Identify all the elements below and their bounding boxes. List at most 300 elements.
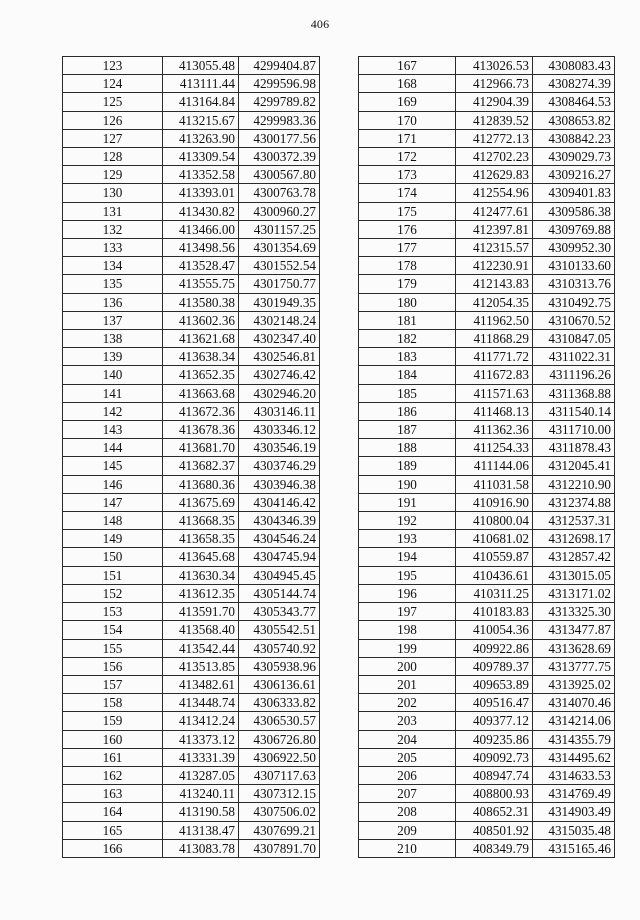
point-number-cell: 192 bbox=[359, 512, 456, 530]
table-row bbox=[63, 803, 320, 821]
table-row bbox=[359, 639, 615, 657]
point-number-cell: 125 bbox=[63, 93, 163, 111]
x-coordinate-cell: 413678.36 bbox=[163, 421, 239, 439]
table-row bbox=[359, 184, 615, 202]
table-row bbox=[63, 293, 320, 311]
y-coordinate-cell: 4314633.53 bbox=[533, 766, 615, 784]
x-coordinate-cell: 413672.36 bbox=[163, 402, 239, 420]
y-coordinate-cell: 4300372.39 bbox=[239, 148, 320, 166]
y-coordinate-cell: 4308842.23 bbox=[533, 129, 615, 147]
y-coordinate-cell: 4311022.31 bbox=[533, 348, 615, 366]
point-number-cell: 200 bbox=[359, 657, 456, 675]
x-coordinate-cell: 409653.89 bbox=[456, 675, 533, 693]
y-coordinate-cell: 4311710.00 bbox=[533, 421, 615, 439]
x-coordinate-cell: 408800.93 bbox=[456, 785, 533, 803]
point-number-cell: 202 bbox=[359, 694, 456, 712]
table-row bbox=[359, 475, 615, 493]
point-number-cell: 201 bbox=[359, 675, 456, 693]
y-coordinate-cell: 4303546.19 bbox=[239, 439, 320, 457]
y-coordinate-cell: 4304745.94 bbox=[239, 548, 320, 566]
table-row bbox=[359, 694, 615, 712]
x-coordinate-cell: 409377.12 bbox=[456, 712, 533, 730]
point-number-cell: 130 bbox=[63, 184, 163, 202]
x-coordinate-cell: 409922.86 bbox=[456, 639, 533, 657]
x-coordinate-cell: 413430.82 bbox=[163, 202, 239, 220]
x-coordinate-cell: 413287.05 bbox=[163, 766, 239, 784]
y-coordinate-cell: 4310492.75 bbox=[533, 293, 615, 311]
table-row bbox=[63, 184, 320, 202]
x-coordinate-cell: 413111.44 bbox=[163, 75, 239, 93]
table-row bbox=[63, 548, 320, 566]
point-number-cell: 198 bbox=[359, 621, 456, 639]
point-number-cell: 205 bbox=[359, 748, 456, 766]
y-coordinate-cell: 4305144.74 bbox=[239, 584, 320, 602]
x-coordinate-cell: 410916.90 bbox=[456, 493, 533, 511]
y-coordinate-cell: 4306530.57 bbox=[239, 712, 320, 730]
table-row bbox=[63, 111, 320, 129]
point-number-cell: 166 bbox=[63, 839, 163, 857]
coordinates-table-right-body bbox=[359, 57, 615, 858]
y-coordinate-cell: 4309029.73 bbox=[533, 148, 615, 166]
y-coordinate-cell: 4303946.38 bbox=[239, 475, 320, 493]
point-number-cell: 124 bbox=[63, 75, 163, 93]
x-coordinate-cell: 408349.79 bbox=[456, 839, 533, 857]
table-row bbox=[359, 111, 615, 129]
table-row bbox=[63, 821, 320, 839]
table-row bbox=[359, 603, 615, 621]
point-number-cell: 168 bbox=[359, 75, 456, 93]
point-number-cell: 207 bbox=[359, 785, 456, 803]
table-row bbox=[63, 348, 320, 366]
y-coordinate-cell: 4303146.11 bbox=[239, 402, 320, 420]
y-coordinate-cell: 4313925.02 bbox=[533, 675, 615, 693]
table-row bbox=[359, 530, 615, 548]
x-coordinate-cell: 413393.01 bbox=[163, 184, 239, 202]
point-number-cell: 160 bbox=[63, 730, 163, 748]
table-row bbox=[63, 566, 320, 584]
point-number-cell: 196 bbox=[359, 584, 456, 602]
x-coordinate-cell: 411672.83 bbox=[456, 366, 533, 384]
x-coordinate-cell: 413373.12 bbox=[163, 730, 239, 748]
x-coordinate-cell: 413591.70 bbox=[163, 603, 239, 621]
y-coordinate-cell: 4300177.56 bbox=[239, 129, 320, 147]
point-number-cell: 157 bbox=[63, 675, 163, 693]
y-coordinate-cell: 4313628.69 bbox=[533, 639, 615, 657]
point-number-cell: 153 bbox=[63, 603, 163, 621]
y-coordinate-cell: 4315035.48 bbox=[533, 821, 615, 839]
table-row bbox=[63, 366, 320, 384]
x-coordinate-cell: 410559.87 bbox=[456, 548, 533, 566]
point-number-cell: 186 bbox=[359, 402, 456, 420]
y-coordinate-cell: 4299789.82 bbox=[239, 93, 320, 111]
y-coordinate-cell: 4307506.02 bbox=[239, 803, 320, 821]
point-number-cell: 151 bbox=[63, 566, 163, 584]
x-coordinate-cell: 411362.36 bbox=[456, 421, 533, 439]
x-coordinate-cell: 411031.58 bbox=[456, 475, 533, 493]
table-row bbox=[63, 603, 320, 621]
x-coordinate-cell: 413240.11 bbox=[163, 785, 239, 803]
table-row bbox=[63, 439, 320, 457]
x-coordinate-cell: 413580.38 bbox=[163, 293, 239, 311]
point-number-cell: 177 bbox=[359, 239, 456, 257]
y-coordinate-cell: 4312537.31 bbox=[533, 512, 615, 530]
y-coordinate-cell: 4310847.05 bbox=[533, 330, 615, 348]
table-row bbox=[63, 694, 320, 712]
x-coordinate-cell: 413652.35 bbox=[163, 366, 239, 384]
y-coordinate-cell: 4309401.83 bbox=[533, 184, 615, 202]
point-number-cell: 133 bbox=[63, 239, 163, 257]
coordinates-table-left-body bbox=[63, 57, 320, 858]
x-coordinate-cell: 413568.40 bbox=[163, 621, 239, 639]
table-row bbox=[359, 330, 615, 348]
point-number-cell: 163 bbox=[63, 785, 163, 803]
y-coordinate-cell: 4304546.24 bbox=[239, 530, 320, 548]
y-coordinate-cell: 4312210.90 bbox=[533, 475, 615, 493]
table-row bbox=[63, 384, 320, 402]
y-coordinate-cell: 4301157.25 bbox=[239, 220, 320, 238]
x-coordinate-cell: 412054.35 bbox=[456, 293, 533, 311]
y-coordinate-cell: 4314769.49 bbox=[533, 785, 615, 803]
y-coordinate-cell: 4312374.88 bbox=[533, 493, 615, 511]
point-number-cell: 185 bbox=[359, 384, 456, 402]
x-coordinate-cell: 410054.36 bbox=[456, 621, 533, 639]
point-number-cell: 144 bbox=[63, 439, 163, 457]
table-row bbox=[359, 402, 615, 420]
x-coordinate-cell: 411571.63 bbox=[456, 384, 533, 402]
point-number-cell: 162 bbox=[63, 766, 163, 784]
x-coordinate-cell: 412904.39 bbox=[456, 93, 533, 111]
point-number-cell: 172 bbox=[359, 148, 456, 166]
point-number-cell: 136 bbox=[63, 293, 163, 311]
y-coordinate-cell: 4309586.38 bbox=[533, 202, 615, 220]
point-number-cell: 134 bbox=[63, 257, 163, 275]
table-row bbox=[359, 566, 615, 584]
x-coordinate-cell: 409235.86 bbox=[456, 730, 533, 748]
x-coordinate-cell: 413663.68 bbox=[163, 384, 239, 402]
table-row bbox=[359, 75, 615, 93]
y-coordinate-cell: 4301750.77 bbox=[239, 275, 320, 293]
x-coordinate-cell: 411868.29 bbox=[456, 330, 533, 348]
x-coordinate-cell: 413542.44 bbox=[163, 639, 239, 657]
y-coordinate-cell: 4303346.12 bbox=[239, 421, 320, 439]
y-coordinate-cell: 4302946.20 bbox=[239, 384, 320, 402]
x-coordinate-cell: 413680.36 bbox=[163, 475, 239, 493]
y-coordinate-cell: 4311540.14 bbox=[533, 402, 615, 420]
point-number-cell: 126 bbox=[63, 111, 163, 129]
table-row bbox=[63, 57, 320, 75]
point-number-cell: 141 bbox=[63, 384, 163, 402]
point-number-cell: 148 bbox=[63, 512, 163, 530]
table-row bbox=[63, 421, 320, 439]
table-row bbox=[63, 748, 320, 766]
point-number-cell: 210 bbox=[359, 839, 456, 857]
point-number-cell: 132 bbox=[63, 220, 163, 238]
y-coordinate-cell: 4314903.49 bbox=[533, 803, 615, 821]
point-number-cell: 193 bbox=[359, 530, 456, 548]
point-number-cell: 142 bbox=[63, 402, 163, 420]
table-row bbox=[359, 712, 615, 730]
y-coordinate-cell: 4313777.75 bbox=[533, 657, 615, 675]
x-coordinate-cell: 410681.02 bbox=[456, 530, 533, 548]
x-coordinate-cell: 409092.73 bbox=[456, 748, 533, 766]
y-coordinate-cell: 4310670.52 bbox=[533, 311, 615, 329]
x-coordinate-cell: 413190.58 bbox=[163, 803, 239, 821]
y-coordinate-cell: 4314070.46 bbox=[533, 694, 615, 712]
table-row bbox=[359, 220, 615, 238]
table-row bbox=[359, 839, 615, 857]
y-coordinate-cell: 4315165.46 bbox=[533, 839, 615, 857]
point-number-cell: 164 bbox=[63, 803, 163, 821]
y-coordinate-cell: 4302148.24 bbox=[239, 311, 320, 329]
table-row bbox=[63, 202, 320, 220]
table-row bbox=[359, 730, 615, 748]
x-coordinate-cell: 413621.68 bbox=[163, 330, 239, 348]
x-coordinate-cell: 413498.56 bbox=[163, 239, 239, 257]
x-coordinate-cell: 413602.36 bbox=[163, 311, 239, 329]
y-coordinate-cell: 4313015.05 bbox=[533, 566, 615, 584]
table-row bbox=[63, 639, 320, 657]
x-coordinate-cell: 413331.39 bbox=[163, 748, 239, 766]
x-coordinate-cell: 413026.53 bbox=[456, 57, 533, 75]
x-coordinate-cell: 412966.73 bbox=[456, 75, 533, 93]
page-number: 406 bbox=[310, 17, 330, 31]
point-number-cell: 208 bbox=[359, 803, 456, 821]
x-coordinate-cell: 413083.78 bbox=[163, 839, 239, 857]
point-number-cell: 145 bbox=[63, 457, 163, 475]
table-row bbox=[359, 657, 615, 675]
point-number-cell: 167 bbox=[359, 57, 456, 75]
point-number-cell: 184 bbox=[359, 366, 456, 384]
point-number-cell: 174 bbox=[359, 184, 456, 202]
x-coordinate-cell: 412772.13 bbox=[456, 129, 533, 147]
y-coordinate-cell: 4311196.26 bbox=[533, 366, 615, 384]
x-coordinate-cell: 412143.83 bbox=[456, 275, 533, 293]
x-coordinate-cell: 411468.13 bbox=[456, 402, 533, 420]
y-coordinate-cell: 4309216.27 bbox=[533, 166, 615, 184]
y-coordinate-cell: 4301949.35 bbox=[239, 293, 320, 311]
table-row bbox=[63, 330, 320, 348]
y-coordinate-cell: 4305740.92 bbox=[239, 639, 320, 657]
point-number-cell: 188 bbox=[359, 439, 456, 457]
y-coordinate-cell: 4299983.36 bbox=[239, 111, 320, 129]
x-coordinate-cell: 413215.67 bbox=[163, 111, 239, 129]
y-coordinate-cell: 4307117.63 bbox=[239, 766, 320, 784]
y-coordinate-cell: 4300763.78 bbox=[239, 184, 320, 202]
y-coordinate-cell: 4301354.69 bbox=[239, 239, 320, 257]
table-row bbox=[359, 675, 615, 693]
y-coordinate-cell: 4312698.17 bbox=[533, 530, 615, 548]
point-number-cell: 190 bbox=[359, 475, 456, 493]
y-coordinate-cell: 4309769.88 bbox=[533, 220, 615, 238]
point-number-cell: 137 bbox=[63, 311, 163, 329]
point-number-cell: 159 bbox=[63, 712, 163, 730]
y-coordinate-cell: 4308653.82 bbox=[533, 111, 615, 129]
point-number-cell: 143 bbox=[63, 421, 163, 439]
x-coordinate-cell: 413645.68 bbox=[163, 548, 239, 566]
table-row bbox=[63, 530, 320, 548]
x-coordinate-cell: 411771.72 bbox=[456, 348, 533, 366]
point-number-cell: 206 bbox=[359, 766, 456, 784]
y-coordinate-cell: 4299596.98 bbox=[239, 75, 320, 93]
point-number-cell: 187 bbox=[359, 421, 456, 439]
table-row bbox=[63, 730, 320, 748]
table-row bbox=[359, 548, 615, 566]
table-row bbox=[63, 766, 320, 784]
x-coordinate-cell: 413528.47 bbox=[163, 257, 239, 275]
point-number-cell: 150 bbox=[63, 548, 163, 566]
x-coordinate-cell: 413682.37 bbox=[163, 457, 239, 475]
table-row bbox=[359, 93, 615, 111]
point-number-cell: 146 bbox=[63, 475, 163, 493]
table-row bbox=[63, 621, 320, 639]
x-coordinate-cell: 412230.91 bbox=[456, 257, 533, 275]
table-row bbox=[359, 293, 615, 311]
point-number-cell: 131 bbox=[63, 202, 163, 220]
y-coordinate-cell: 4314214.06 bbox=[533, 712, 615, 730]
x-coordinate-cell: 413555.75 bbox=[163, 275, 239, 293]
point-number-cell: 179 bbox=[359, 275, 456, 293]
table-row bbox=[63, 402, 320, 420]
point-number-cell: 175 bbox=[359, 202, 456, 220]
x-coordinate-cell: 413412.24 bbox=[163, 712, 239, 730]
x-coordinate-cell: 410183.83 bbox=[456, 603, 533, 621]
x-coordinate-cell: 412629.83 bbox=[456, 166, 533, 184]
table-row bbox=[359, 512, 615, 530]
table-row bbox=[63, 512, 320, 530]
x-coordinate-cell: 413675.69 bbox=[163, 493, 239, 511]
table-row bbox=[63, 75, 320, 93]
y-coordinate-cell: 4314495.62 bbox=[533, 748, 615, 766]
table-row bbox=[359, 311, 615, 329]
x-coordinate-cell: 413658.35 bbox=[163, 530, 239, 548]
table-row bbox=[359, 803, 615, 821]
table-row bbox=[359, 148, 615, 166]
point-number-cell: 156 bbox=[63, 657, 163, 675]
y-coordinate-cell: 4306333.82 bbox=[239, 694, 320, 712]
y-coordinate-cell: 4304945.45 bbox=[239, 566, 320, 584]
y-coordinate-cell: 4312045.41 bbox=[533, 457, 615, 475]
table-row bbox=[63, 239, 320, 257]
point-number-cell: 195 bbox=[359, 566, 456, 584]
x-coordinate-cell: 412702.23 bbox=[456, 148, 533, 166]
y-coordinate-cell: 4306136.61 bbox=[239, 675, 320, 693]
table-row bbox=[63, 839, 320, 857]
y-coordinate-cell: 4311368.88 bbox=[533, 384, 615, 402]
x-coordinate-cell: 413681.70 bbox=[163, 439, 239, 457]
x-coordinate-cell: 411962.50 bbox=[456, 311, 533, 329]
point-number-cell: 199 bbox=[359, 639, 456, 657]
y-coordinate-cell: 4304146.42 bbox=[239, 493, 320, 511]
y-coordinate-cell: 4311878.43 bbox=[533, 439, 615, 457]
x-coordinate-cell: 412397.81 bbox=[456, 220, 533, 238]
table-row bbox=[359, 439, 615, 457]
table-row bbox=[359, 166, 615, 184]
y-coordinate-cell: 4308274.39 bbox=[533, 75, 615, 93]
table-row bbox=[359, 384, 615, 402]
y-coordinate-cell: 4301552.54 bbox=[239, 257, 320, 275]
table-row bbox=[359, 821, 615, 839]
table-row bbox=[359, 457, 615, 475]
table-row bbox=[359, 421, 615, 439]
x-coordinate-cell: 408652.31 bbox=[456, 803, 533, 821]
table-row bbox=[63, 712, 320, 730]
y-coordinate-cell: 4303746.29 bbox=[239, 457, 320, 475]
point-number-cell: 171 bbox=[359, 129, 456, 147]
y-coordinate-cell: 4305938.96 bbox=[239, 657, 320, 675]
x-coordinate-cell: 413612.35 bbox=[163, 584, 239, 602]
x-coordinate-cell: 413164.84 bbox=[163, 93, 239, 111]
point-number-cell: 169 bbox=[359, 93, 456, 111]
table-row bbox=[359, 748, 615, 766]
table-row bbox=[63, 220, 320, 238]
point-number-cell: 173 bbox=[359, 166, 456, 184]
y-coordinate-cell: 4308464.53 bbox=[533, 93, 615, 111]
table-row bbox=[359, 584, 615, 602]
x-coordinate-cell: 413668.35 bbox=[163, 512, 239, 530]
point-number-cell: 165 bbox=[63, 821, 163, 839]
x-coordinate-cell: 412315.57 bbox=[456, 239, 533, 257]
point-number-cell: 170 bbox=[359, 111, 456, 129]
x-coordinate-cell: 413466.00 bbox=[163, 220, 239, 238]
y-coordinate-cell: 4310133.60 bbox=[533, 257, 615, 275]
point-number-cell: 149 bbox=[63, 530, 163, 548]
point-number-cell: 189 bbox=[359, 457, 456, 475]
point-number-cell: 158 bbox=[63, 694, 163, 712]
table-row bbox=[359, 239, 615, 257]
x-coordinate-cell: 410436.61 bbox=[456, 566, 533, 584]
point-number-cell: 138 bbox=[63, 330, 163, 348]
y-coordinate-cell: 4314355.79 bbox=[533, 730, 615, 748]
y-coordinate-cell: 4305542.51 bbox=[239, 621, 320, 639]
table-row bbox=[63, 275, 320, 293]
point-number-cell: 139 bbox=[63, 348, 163, 366]
table-row bbox=[63, 457, 320, 475]
table-row bbox=[63, 93, 320, 111]
x-coordinate-cell: 412839.52 bbox=[456, 111, 533, 129]
y-coordinate-cell: 4300960.27 bbox=[239, 202, 320, 220]
point-number-cell: 154 bbox=[63, 621, 163, 639]
x-coordinate-cell: 412554.96 bbox=[456, 184, 533, 202]
x-coordinate-cell: 411254.33 bbox=[456, 439, 533, 457]
x-coordinate-cell: 413448.74 bbox=[163, 694, 239, 712]
coordinates-table-left bbox=[62, 56, 320, 858]
point-number-cell: 183 bbox=[359, 348, 456, 366]
y-coordinate-cell: 4309952.30 bbox=[533, 239, 615, 257]
point-number-cell: 135 bbox=[63, 275, 163, 293]
table-row bbox=[63, 584, 320, 602]
y-coordinate-cell: 4307312.15 bbox=[239, 785, 320, 803]
point-number-cell: 176 bbox=[359, 220, 456, 238]
y-coordinate-cell: 4313477.87 bbox=[533, 621, 615, 639]
point-number-cell: 191 bbox=[359, 493, 456, 511]
table-row bbox=[359, 493, 615, 511]
y-coordinate-cell: 4302347.40 bbox=[239, 330, 320, 348]
x-coordinate-cell: 413263.90 bbox=[163, 129, 239, 147]
table-row bbox=[63, 657, 320, 675]
y-coordinate-cell: 4307891.70 bbox=[239, 839, 320, 857]
table-row bbox=[63, 675, 320, 693]
x-coordinate-cell: 413055.48 bbox=[163, 57, 239, 75]
table-row bbox=[63, 475, 320, 493]
point-number-cell: 209 bbox=[359, 821, 456, 839]
point-number-cell: 161 bbox=[63, 748, 163, 766]
table-row bbox=[63, 257, 320, 275]
x-coordinate-cell: 409516.47 bbox=[456, 694, 533, 712]
x-coordinate-cell: 412477.61 bbox=[456, 202, 533, 220]
point-number-cell: 129 bbox=[63, 166, 163, 184]
x-coordinate-cell: 411144.06 bbox=[456, 457, 533, 475]
y-coordinate-cell: 4307699.21 bbox=[239, 821, 320, 839]
